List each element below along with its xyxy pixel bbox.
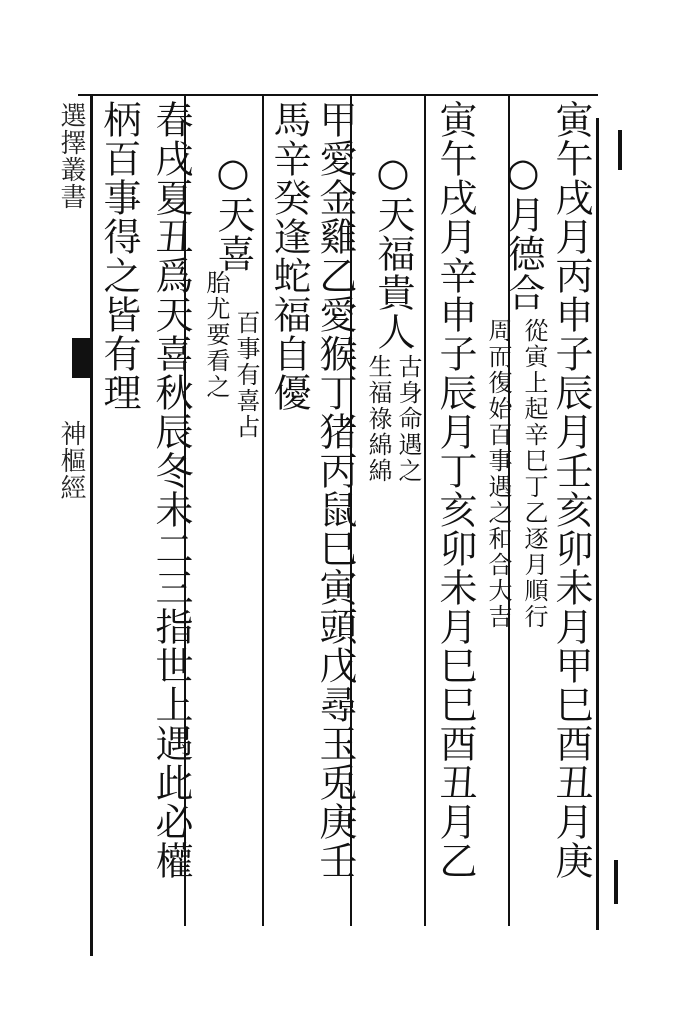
fold-edge-block: [72, 338, 92, 378]
heading-yuede-he: ○月德合: [501, 150, 545, 312]
text-column-6: 馬辛癸逢蛇福自優: [267, 100, 311, 412]
right-edge-mark: [618, 130, 622, 170]
fold-edge-section-title: 神樞經: [56, 420, 86, 501]
note-yuede-he-1: 從寅上起辛巳丁乙逐月順行: [520, 318, 548, 630]
text-column-5: 甲愛金雞乙愛猴丁猪丙鼠巳寅頭戊尋玉兎庚壬: [313, 100, 357, 880]
heading-tianxi: ○天喜: [211, 150, 255, 273]
note-tianxi-1: 百事有喜占: [232, 310, 260, 440]
column-rule: [424, 96, 426, 926]
heading-tianfu-guiren: ○天福貴人: [371, 150, 415, 351]
note-tianxi-2: 胎尤要看之: [202, 270, 230, 400]
note-yuede-he-2: 周而復始百事遇之和合大吉: [484, 318, 512, 630]
text-column-8: 春戌夏丑爲天喜秋辰冬未二三指世上遇此必權: [149, 100, 193, 880]
column-rule: [90, 96, 93, 956]
top-border: [78, 94, 598, 96]
text-column-9: 柄百事得之皆有理: [97, 100, 141, 412]
column-rule: [262, 96, 264, 926]
right-edge-mark: [614, 860, 618, 904]
note-tianfu-guiren-1: 古身命遇之: [394, 354, 422, 484]
note-tianfu-guiren-2: 生福祿綿綿: [364, 354, 392, 484]
text-column-1: 寅午戌月丙申子辰月壬亥卯未月甲巳酉丑月庚: [549, 100, 593, 880]
column-rule: [596, 118, 599, 930]
text-column-3: 寅午戌月辛申子辰月丁亥卯未月巳巳酉丑月乙: [433, 100, 477, 880]
fold-edge-book-title: 選擇叢書: [56, 102, 86, 210]
